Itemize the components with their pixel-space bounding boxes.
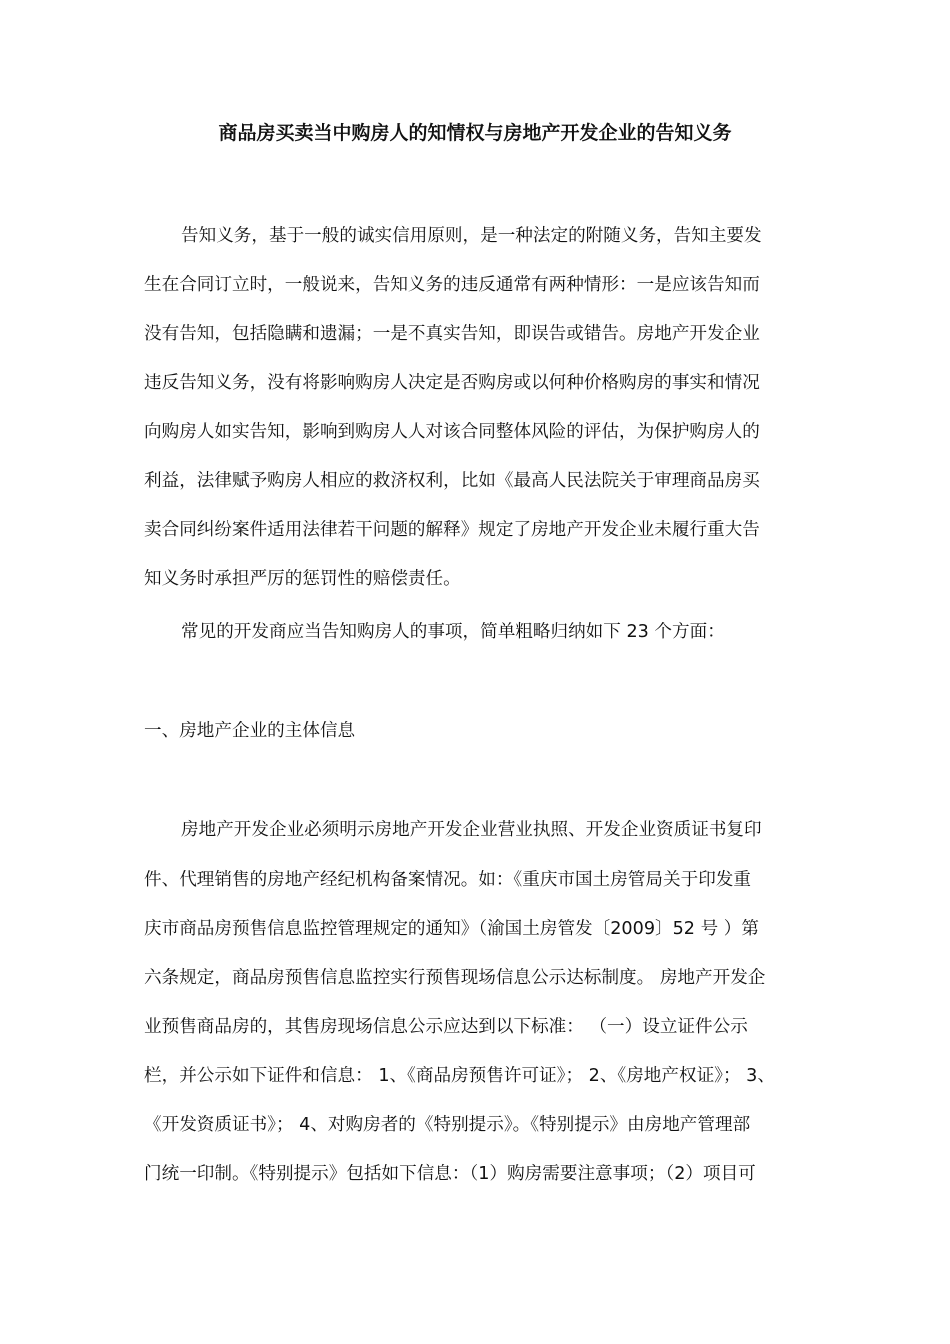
paragraph-1-line: 利益，法律赋予购房人相应的救济权利，比如《最高人民法院关于审理商品房买 xyxy=(144,471,760,491)
paragraph-3-line: 庆市商品房预售信息监控管理规定的通知》（渝国土房管发〔2009〕52 号 ）第 xyxy=(144,919,759,939)
paragraph-3-line: 门统一印制。《特别提示》包括如下信息：（1）购房需要注意事项；（2）项目可 xyxy=(144,1164,756,1184)
document-title: 商品房买卖当中购房人的知情权与房地产开发企业的告知义务 xyxy=(218,122,732,144)
paragraph-1-line: 卖合同纠纷案件适用法律若干问题的解释》规定了房地产开发企业未履行重大告 xyxy=(144,520,760,540)
section-heading: 一、房地产企业的主体信息 xyxy=(144,721,356,741)
paragraph-1-line: 没有告知，包括隐瞒和遗漏；一是不真实告知，即误告或错告。房地产开发企业 xyxy=(144,324,760,344)
paragraph-3-line: 《开发资质证书》； 4、对购房者的《特别提示》。《特别提示》由房地产管理部 xyxy=(144,1115,751,1135)
paragraph-1-line: 告知义务，基于一般的诚实信用原则，是一种法定的附随义务，告知主要发 xyxy=(181,226,762,246)
paragraph-1-line: 向购房人如实告知，影响到购房人人对该合同整体风险的评估，为保护购房人的 xyxy=(144,422,760,442)
paragraph-3-line: 业预售商品房的，其售房现场信息公示应达到以下标准： （一）设立证件公示 xyxy=(144,1017,748,1037)
paragraph-1-line: 知义务时承担严厉的惩罚性的赔偿责任。 xyxy=(144,569,461,589)
paragraph-3-line: 房地产开发企业必须明示房地产开发企业营业执照、开发企业资质证书复印 xyxy=(181,820,762,840)
paragraph-2-line: 常见的开发商应当告知购房人的事项，简单粗略归纳如下 23 个方面： xyxy=(181,622,725,642)
paragraph-1-line: 生在合同订立时，一般说来，告知义务的违反通常有两种情形：一是应该告知而 xyxy=(144,275,760,295)
paragraph-1-line: 违反告知义务，没有将影响购房人决定是否购房或以何种价格购房的事实和情况 xyxy=(144,373,760,393)
paragraph-3-line: 六条规定，商品房预售信息监控实行预售现场信息公示达标制度。 房地产开发企 xyxy=(144,968,766,988)
paragraph-3-line: 栏，并公示如下证件和信息： 1、《商品房预售许可证》； 2、《房地产权证》； 3、 xyxy=(144,1066,775,1086)
paragraph-3-line: 件、代理销售的房地产经纪机构备案情况。如：《重庆市国土房管局关于印发重 xyxy=(144,870,751,890)
